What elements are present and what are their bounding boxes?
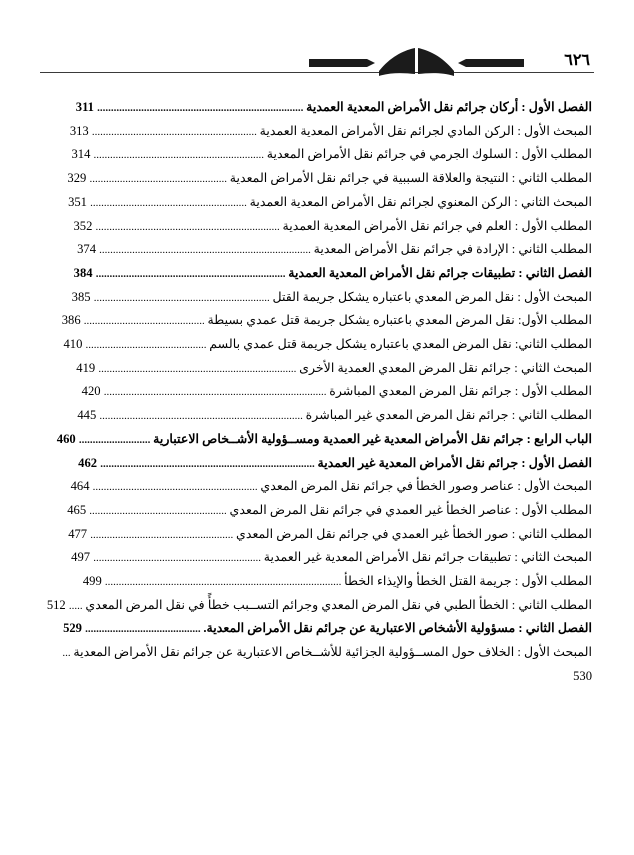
toc-entry-title: المطلب الثاني : النتيجة والعلاقة السببية في جرائم نقل الأمراض المعدية — [229, 171, 592, 186]
toc-leader-dots: ...................................................................................... — [104, 576, 345, 589]
toc-entry-page: 420 — [81, 384, 101, 399]
toc-entry-title: المبحث الثاني : جرائم نقل المرض المعدي العمدية الأخرى — [299, 360, 592, 375]
toc-entry-title: المطلب الثاني : صور الخطأ غير العمدي في جرائم نقل المرض المعدي — [235, 526, 592, 541]
toc-entry[interactable] — [42, 475, 592, 499]
toc-entry-title: الفصل الثاني : مسؤولية الأشخاص الاعتبارية عن جرائم نقل الأمراض المعدية. — [203, 621, 592, 636]
toc-entry-title: المبحث الأول : نقل المرض المعدي باعتباره يشكل جريمة القتل — [272, 289, 592, 304]
toc-entry-title: المطلب الثاني : الإرادة في جرائم نقل الأمراض المعدية — [313, 242, 592, 257]
toc-entry[interactable] — [42, 357, 592, 381]
toc-entry[interactable] — [42, 546, 592, 570]
toc-entry-page: 385 — [71, 289, 91, 304]
toc-entry-title: المطلب الأول : جريمة القتل الخطأ والإيذاء الخطأ — [344, 574, 592, 589]
toc-entry-title: المطلب الثاني: نقل المرض المعدي باعتباره يشكل جريمة قتل عمدي بالسم — [209, 337, 592, 352]
toc-leader-dots: .......................................... — [85, 623, 204, 636]
toc-entry[interactable] — [42, 143, 592, 167]
toc-entry[interactable] — [42, 191, 592, 215]
toc-leader-dots: ................................................................... — [95, 220, 283, 233]
toc-leader-dots: .................................................. — [89, 504, 230, 517]
toc-entry-page: 529 — [63, 621, 82, 636]
toc-entry-page: 512 — [46, 597, 66, 612]
page-header — [0, 44, 634, 80]
toc-entry-title: المطلب الأول : عناصر الخطأ غير العمدي في جرائم نقل المرض المعدي — [229, 502, 592, 517]
toc-entry-title: المطلب الأول : جرائم نقل المرض المعدي المباشرة — [329, 384, 592, 399]
toc-entry-page: 419 — [76, 360, 96, 375]
toc-entry-page: 351 — [68, 194, 87, 209]
toc-leader-dots: ... — [62, 647, 74, 660]
toc-entry-title: الباب الرابع : جرائم نقل الأمراض المعدية غير العمدية ومســؤولية الأشــخاص الاعتبارية — [153, 431, 592, 446]
toc-entry[interactable] — [42, 499, 592, 523]
toc-leader-dots: ................................................................................. — [103, 386, 330, 399]
toc-entry[interactable] — [42, 262, 592, 286]
toc-entry-page: 352 — [73, 218, 93, 233]
toc-entry[interactable] — [42, 452, 592, 476]
toc-leader-dots: .............................................................................. — [100, 457, 318, 470]
toc-entry[interactable] — [42, 309, 592, 333]
toc-entry-page: 386 — [61, 313, 81, 328]
toc-entry-title: المبحث الثاني : الركن المعنوي لجرائم نقل الأمراض المعدية العمدية — [249, 194, 592, 209]
toc-leader-dots: ..................................................................... — [95, 267, 289, 280]
toc-entry-page: 530 — [573, 668, 592, 683]
toc-entry-page: 499 — [82, 574, 102, 589]
toc-entry-title: المبحث الثاني : تطبيقات جرائم نقل الأمراض المعدية غير العمدية — [263, 550, 592, 565]
toc-entry-title: الفصل الثاني : تطبيقات جرائم نقل الأمراض المعدية العمدية — [288, 265, 592, 280]
toc-entry-title: المطلب الأول : السلوك الجرمي في جرائم نقل الأمراض المعدية — [266, 147, 592, 162]
toc-entry-title: المبحث الأول : عناصر وصور الخطأ في جرائم نقل المرض المعدي — [260, 479, 592, 494]
toc-leader-dots: .................................................. — [89, 173, 230, 186]
toc-entry[interactable] — [42, 523, 592, 547]
toc-entry[interactable] — [42, 641, 592, 687]
toc-entry[interactable] — [42, 428, 592, 452]
toc-entry[interactable] — [42, 404, 592, 428]
toc-entry[interactable] — [42, 570, 592, 594]
toc-entry[interactable] — [42, 594, 592, 618]
toc-leader-dots: .................................................... — [90, 528, 236, 541]
toc-entry[interactable] — [42, 120, 592, 144]
toc-entry[interactable] — [42, 380, 592, 404]
toc-entry-title: المطلب الأول: نقل المرض المعدي باعتباره يشكل جريمة قتل عمدي بسيطة — [207, 313, 592, 328]
toc-entry-page: 410 — [63, 337, 83, 352]
page-number: ٦٢٦ — [564, 52, 590, 69]
toc-leader-dots: ............................................................ — [92, 481, 261, 494]
toc-leader-dots: ............................................................ — [91, 125, 260, 138]
toc-entry-page: 465 — [67, 502, 87, 517]
toc-leader-dots: .......................... — [78, 433, 154, 446]
toc-entry-title: المطلب الثاني : جرائم نقل المرض المعدي غير المباشرة — [305, 408, 592, 423]
toc-entry-page: 313 — [69, 123, 89, 138]
toc-entry[interactable] — [42, 215, 592, 239]
toc-entry-title: المطلب الثاني : الخطأ الطبي في نقل المرض المعدي وجرائم التســبب خطأً في نقل المرض المعدي — [85, 597, 592, 612]
toc-entry[interactable] — [42, 333, 592, 357]
toc-entry-title: المطلب الأول : العلم في جرائم نقل الأمراض المعدية العمدية — [282, 218, 592, 233]
toc-entry[interactable] — [42, 167, 592, 191]
toc-leader-dots: ................................................................ — [93, 291, 273, 304]
toc-entry-page: 329 — [67, 171, 87, 186]
toc-leader-dots: ..... — [68, 599, 86, 612]
toc-entry[interactable] — [42, 238, 592, 262]
toc-entry-page: 314 — [71, 147, 91, 162]
toc-entry-page: 497 — [71, 550, 91, 565]
toc-entry-title: الفصل الأول : أركان جرائم نقل الأمراض المعدية العمدية — [306, 100, 592, 114]
toc-entry-title: الفصل الأول : جرائم نقل الأمراض المعدية غير العمدية — [317, 455, 592, 470]
toc-entry[interactable] — [42, 617, 592, 641]
toc-leader-dots: ........................................................................ — [98, 362, 300, 375]
toc-entry[interactable] — [42, 96, 592, 120]
toc-entry-page: 384 — [73, 265, 93, 280]
toc-leader-dots: .............................................................. — [93, 149, 267, 162]
toc-entry-page: 464 — [70, 479, 90, 494]
toc-leader-dots: ......................................................... — [90, 196, 250, 209]
toc-entry-page: 462 — [78, 455, 98, 470]
toc-entry-title: المبحث الأول : الخلاف حول المســؤولية الجزائية للأشــخاص الاعتبارية عن جرائم نقل الأمراض المعدية — [73, 645, 592, 660]
toc-entry-page: 374 — [77, 242, 97, 257]
toc-leader-dots: ............................................................. — [93, 552, 264, 565]
toc-entry-page: 445 — [77, 408, 97, 423]
open-book-ornament — [309, 46, 524, 80]
toc-entry[interactable] — [42, 286, 592, 310]
toc-entry-page: 477 — [68, 526, 88, 541]
toc-leader-dots: ........................................................................... — [97, 102, 307, 114]
toc-entry-page: 311 — [75, 100, 94, 114]
toc-leader-dots: ............................................................................. — [99, 244, 314, 257]
toc-leader-dots: ............................................ — [85, 339, 210, 352]
toc-leader-dots: ............................................ — [83, 315, 208, 328]
table-of-contents — [42, 96, 592, 688]
toc-entry-page: 460 — [56, 431, 76, 446]
toc-leader-dots: .......................................................................... — [99, 410, 306, 423]
toc-entry-title: المبحث الأول : الركن المادي لجرائم نقل الأمراض المعدية العمدية — [259, 123, 592, 138]
